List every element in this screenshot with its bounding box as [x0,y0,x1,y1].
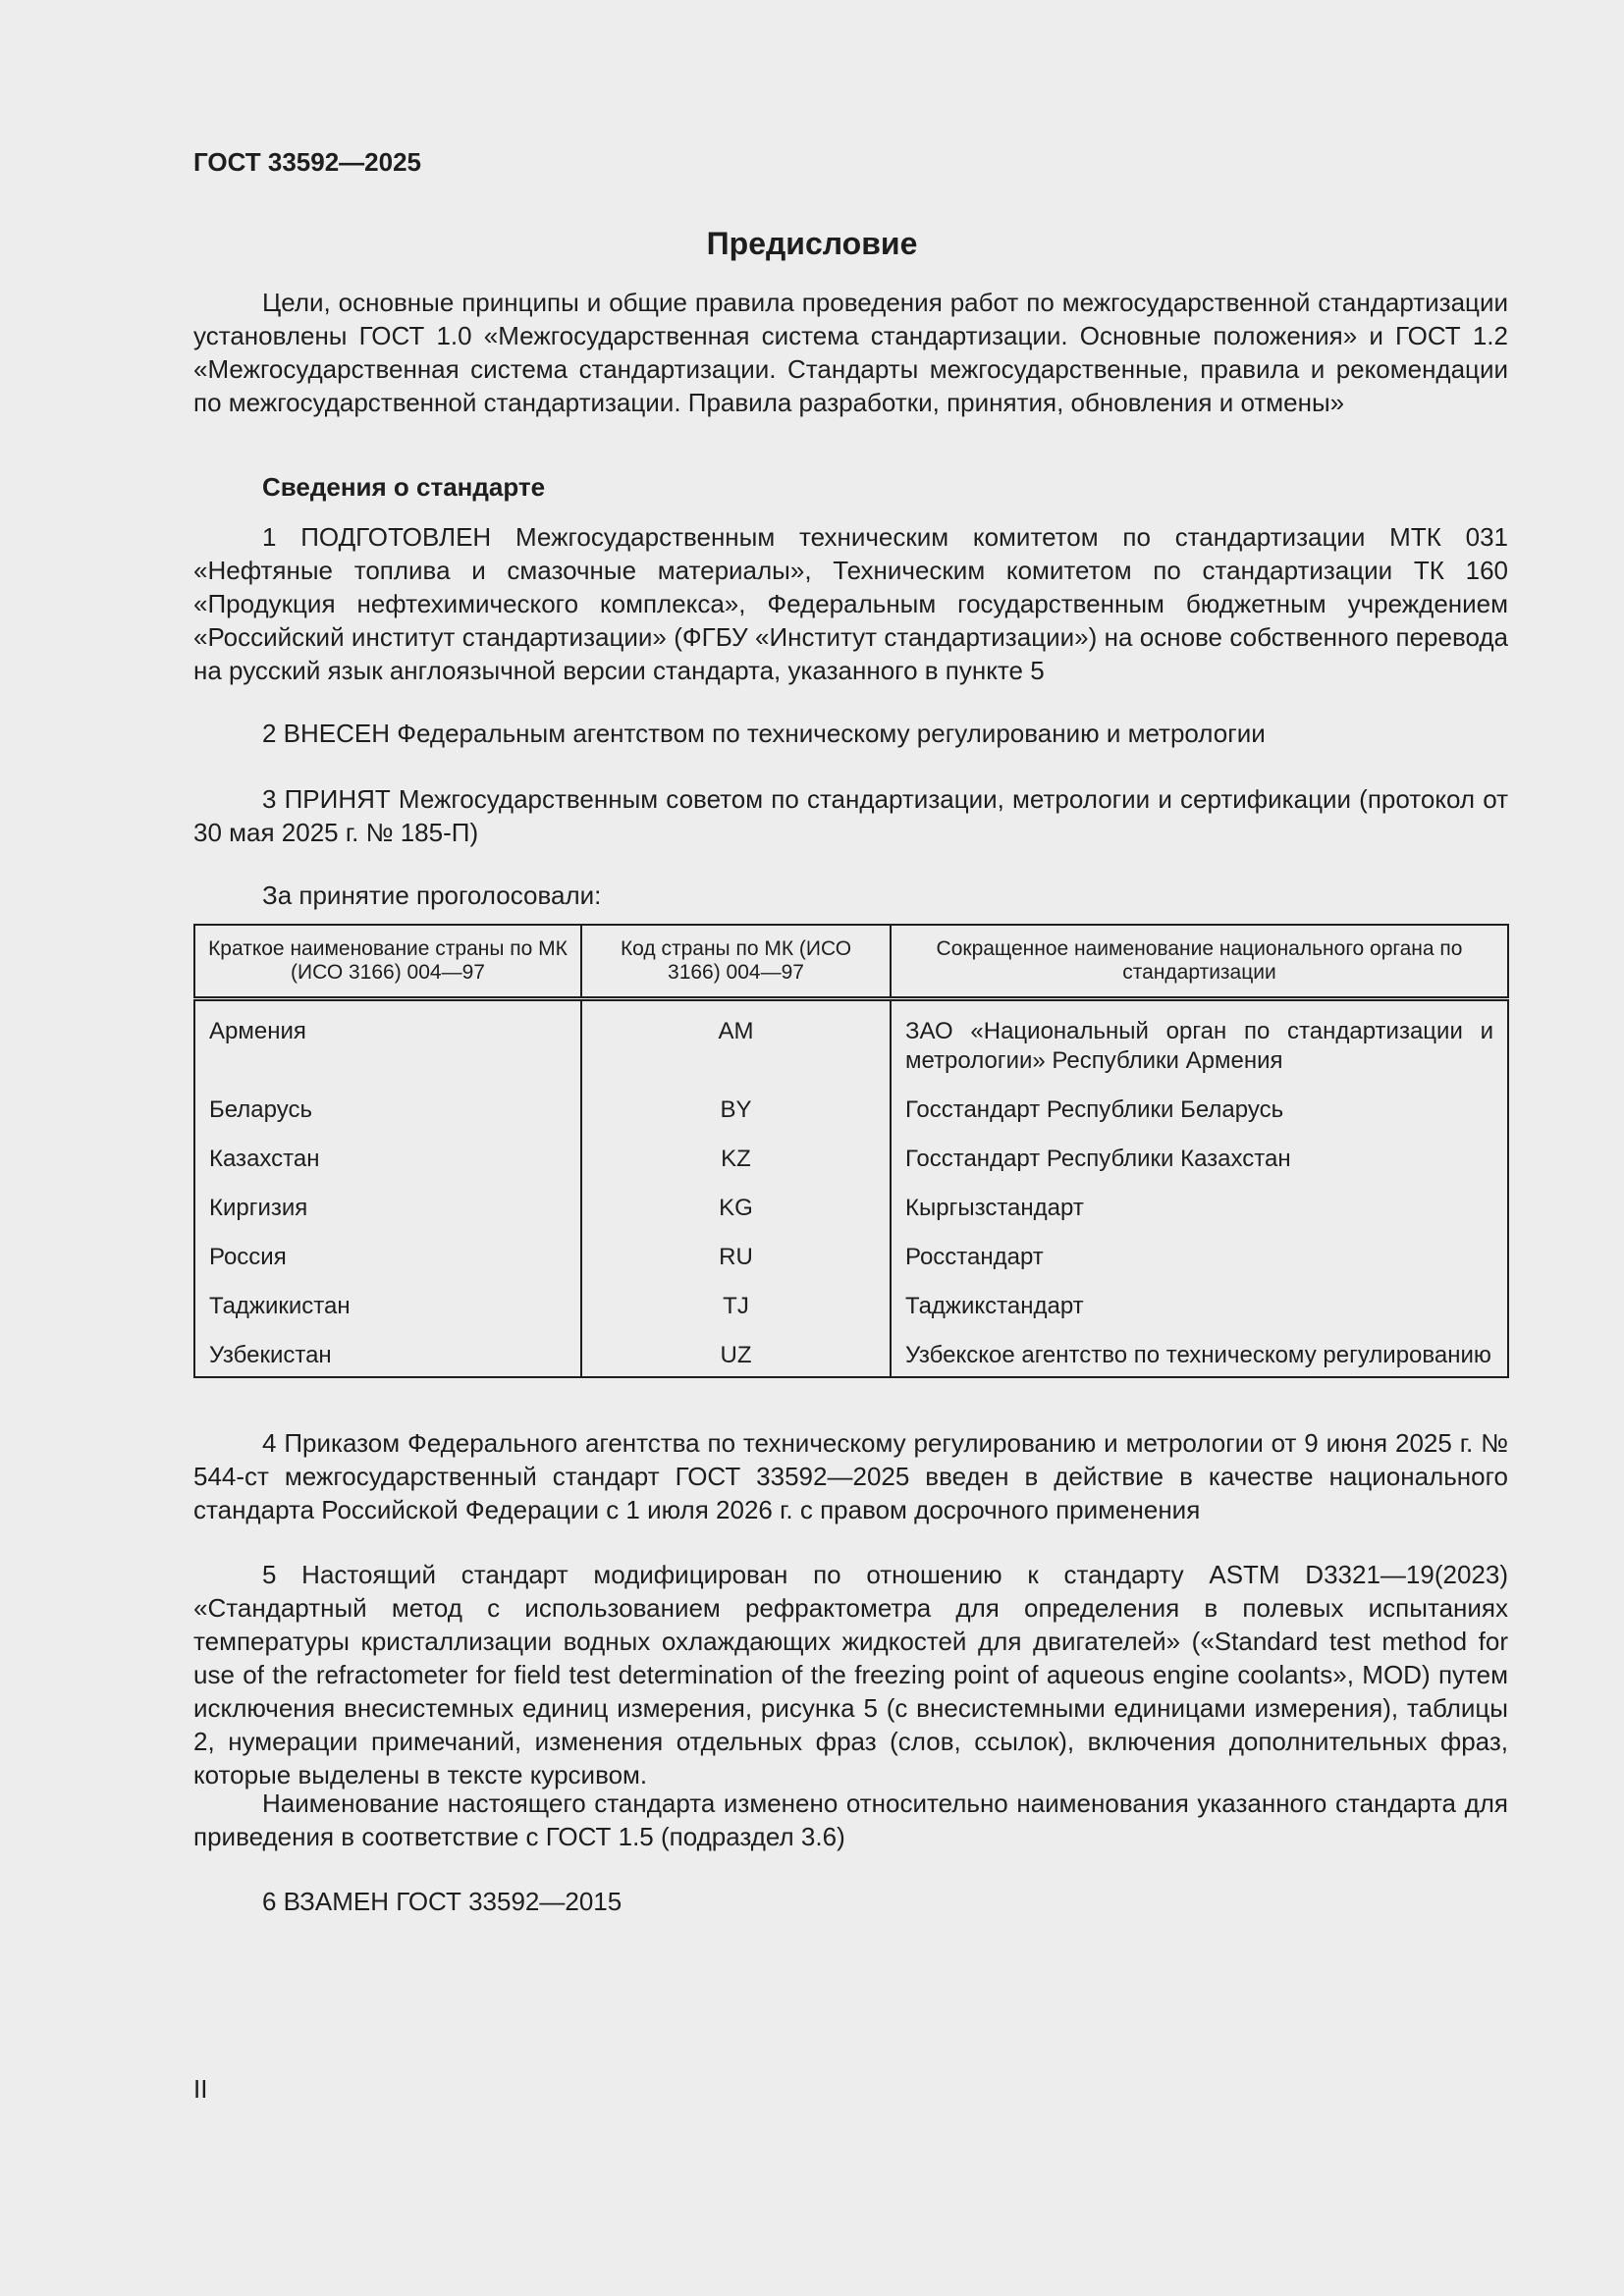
item-4-paragraph: 4 Приказом Федерального агентства по техническому регулированию и метрологии от 9 июня 2025 г. № 544-ст межгосударственный стандарт ГОСТ 33592—2025 введен в действие в качестве национального стандарта Российской Федерации с 1 июля 2026 г. с правом досрочного применения [193,1428,1508,1524]
item-1-paragraph: 1 ПОДГОТОВЛЕН Межгосударственным техническим комитетом по стандартизации МТК 031 «Нефтяные топлива и смазочные материалы», Техническим комитетом по стандартизации ТК 160 «Продукция нефтехимического комплекса», Федеральным государственным бюджетным учреждением «Российский институт стандартизации» (ФГБУ «Институт стандартизации») на основе собственного перевода на русский язык англоязычной версии стандарта, указанного в пункте 5 [193,522,1508,685]
org-cell: Кыргызстандарт [891,1194,1508,1243]
item-6-paragraph: 6 ВЗАМЕН ГОСТ 33592—2015 [262,1887,623,1916]
code-cell: KZ [581,1145,891,1194]
page-number: II [193,2074,208,2104]
org-cell: ЗАО «Национальный орган по стандартизации и метрологии» Республики Армения [891,999,1508,1096]
table-header-row [194,925,1508,999]
voting-table [193,924,1509,1378]
item-5-note-paragraph: Наименование настоящего стандарта изменено относительно наименования указанного стандарта для приведения в соответствие с ГОСТ 1.5 (подраздел 3.6) [193,1789,1508,1851]
org-cell: Таджикстандарт [891,1292,1508,1341]
intro-paragraph: Цели, основные принципы и общие правила проведения работ по межгосударственной стандартизации установлены ГОСТ 1.0 «Межгосударственная система стандартизации. Основные положения» и ГОСТ 1.2 «Межгосударственная система стандартизации. Стандарты межгосударственные, правила и рекомендации по межгосударственной стандартизации. Правила разработки, принятия, обновления и отмены» [193,288,1508,417]
table-row [194,1243,1508,1292]
section-title: Сведения о стандарте [262,472,546,502]
code-cell: UZ [581,1341,891,1377]
country-cell: Киргизия [209,1195,308,1221]
org-cell: Росстандарт [891,1243,1508,1292]
code-cell: AM [581,999,891,1096]
item-3-paragraph: 3 ПРИНЯТ Межгосударственным советом по стандартизации, метрологии и сертификации (протокол от 30 мая 2025 г. № 185-П) [193,784,1508,847]
country-cell: Россия [209,1244,287,1270]
table-row [194,1194,1508,1243]
votes-label: За принятие проголосовали: [262,881,602,910]
org-cell: Госстандарт Республики Беларусь [891,1095,1508,1145]
header-country: Краткое наименование страны по МК (ИСО 3166) 004—97 [194,925,581,999]
country-cell: Армения [209,1018,306,1044]
code-cell: RU [581,1243,891,1292]
table-row [194,1095,1508,1145]
header-org: Сокращенное наименование национального органа по стандартизации [891,925,1508,999]
table-row [194,1341,1508,1377]
table-row [194,999,1508,1096]
code-cell: BY [581,1095,891,1145]
code-cell: KG [581,1194,891,1243]
item-5-paragraph: 5 Настоящий стандарт модифицирован по отношению к стандарту ASTM D3321—19(2023) «Стандартный метод с использованием рефрактометра для определения в полевых испытаниях температуры кристаллизации водных охлаждающих жидкостей для двигателей» («Standard test method for use of the refractometer for field test determination of the freezing point of aqueous engine coolants», MOD) путем исключения внесистемных единиц измерения, рисунка 5 (с внесистемными единицами измерения), таблицы 2, нумерации примечаний, изменения отдельных фраз (слов, ссылок), включения дополнительных фраз, которые выделены в тексте курсивом. [193,1560,1508,1789]
country-cell: Таджикистан [209,1293,351,1319]
item-2-paragraph: 2 ВНЕСЕН Федеральным агентством по техническому регулированию и метрологии [262,719,1266,748]
org-cell: Узбекское агентство по техническому регулированию [891,1341,1508,1377]
table-row [194,1292,1508,1341]
country-cell: Беларусь [209,1096,312,1123]
country-cell: Казахстан [209,1146,320,1172]
document-code-header: ГОСТ 33592—2025 [193,147,421,177]
header-code: Код страны по МК (ИСО 3166) 004—97 [581,925,891,999]
country-cell: Узбекистан [209,1342,332,1368]
org-cell: Госстандарт Республики Казахстан [891,1145,1508,1194]
page-title: Предисловие [706,226,918,261]
table-row [194,1145,1508,1194]
code-cell: TJ [581,1292,891,1341]
